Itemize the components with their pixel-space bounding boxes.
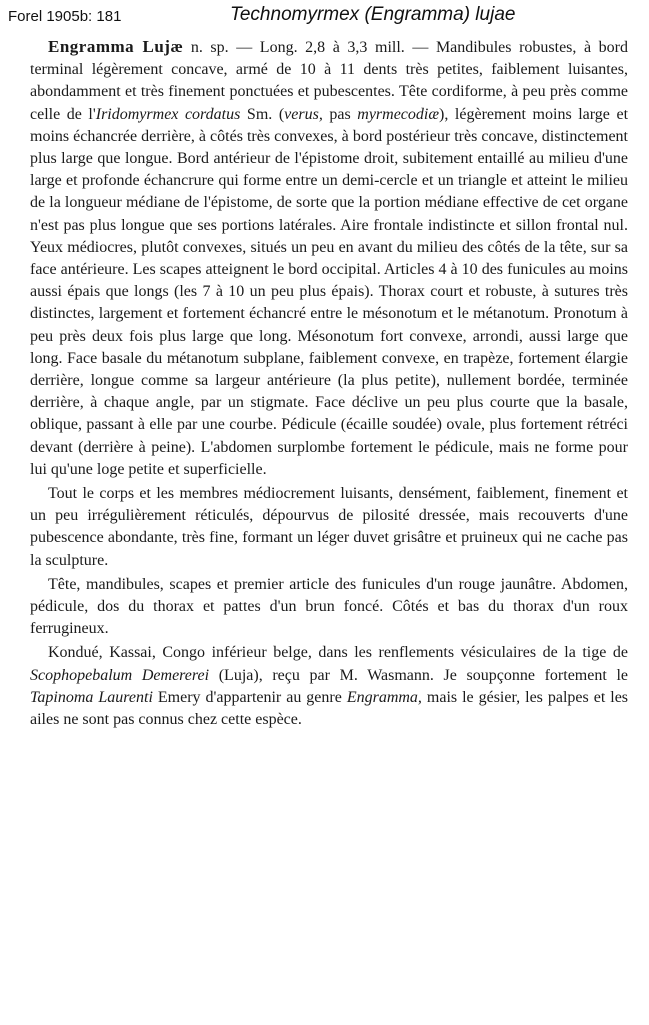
page-header [0,4,649,30]
species-name: Engramma Lujæ [48,37,184,56]
description-text [30,36,628,731]
text-run: Sm. ( [240,105,285,123]
italic-term: myrmecodiæ [357,105,440,123]
italic-term: verus, [284,105,323,123]
citation-reference: Forel 1905b: 181 [8,8,122,25]
italic-taxon: Iridomyrmex cordatus [95,105,241,123]
text-run: (Luja), reçu par M. Wasmann. Je soupçonne fortement le [209,666,628,684]
taxon-title: Technomyrmex (Engramma) lujae [230,4,516,25]
text-run: mais le gésier, les palpes et les ailes ne sont pas connus chez cette espèce. [30,688,629,729]
paragraph-locality [30,642,628,731]
text-run: pas [322,105,358,123]
paragraph-description [30,36,628,481]
text-run: Emery d'appartenir au genre [152,688,347,706]
italic-taxon: Tapinoma Laurenti [30,688,153,706]
paragraph-sculpture: Tout le corps et les membres médiocrement luisants, densément, faiblement, finement et un peu irrégulièrement réticulés, dépourvus de pilosité dressée, mais recouverts d'une pubescence abondante, très fine, formant un léger duvet grisâtre et pruineux qui ne cache pas la sculpture. [30,485,628,569]
text-run: ), légèrement moins large et moins échancrée derrière, à côtés très convexes, à bord postérieur très concave, distinctement plus large que longue. Bord antérieur de l'épistome droit, subitement entaillé au milieu d'une large et profonde échancrure qui forme entre un demi-cercle et un triangle et atteint le milieu de la longueur médiane de l'épistome, de sorte que la portion médiane effective de cet organe n'est pas plus longue que ses portions latérales. Aire frontale indistincte et sillon frontal nul. Yeux médiocres, plutôt convexes, situés un peu en avant du milieu des côtés de la tête, sur sa face antérieure. Les scapes atteignent le bord occipital. Articles 4 à 10 des funicules au moins aussi épais que longs (les 7 à 10 un peu plus épais). Thorax court et robuste, à sutures très distinctes, largement et fortement échancré entre le mésonotum et le métanotum. Pronotum à peu près deux fois plus large que long. Mésonotum fort convexe, arrondi, aussi large que long. Face basale du métanotum subplane, faiblement convexe, en trapèze, fortement élargie derrière, longue comme sa largeur antérieure (la plus petite), nullement bordée, terminée derrière, à chaque angle, par un stigmate. Face déclive un peu plus courte que la basale, oblique, passant à elle par une courbe. Pédicule (écaille soudée) ovale, plus fortement rétréci devant (derrière à peine). L'abdomen surplombe fortement le pédicule, mais ne forme pour lui qu'une loge petite et superficielle. [30,105,629,478]
italic-genus: Engramma, [346,688,422,706]
text-run: n. sp. — Long. 2,8 à 3,3 mill. — Mandibules robustes, à bord terminal légèrement concave, armé de 10 à 11 dents très petites, faiblement luisantes, abondamment et très finement ponctuées et pubescentes. Tête cordiforme, à peu près comme celle de l' [30,39,628,123]
text-run: Kondué, Kassai, Congo inférieur belge, dans les renflements vésiculaires de la tige de [48,644,628,662]
italic-plant-name: Scophopebalum Demererei [30,666,210,684]
paragraph-color: Tête, mandibules, scapes et premier article des funicules d'un rouge jaunâtre. Abdomen, pédicule, dos du thorax et pattes d'un brun foncé. Côtés et bas du thorax d'un roux ferrugineux. [30,575,628,638]
